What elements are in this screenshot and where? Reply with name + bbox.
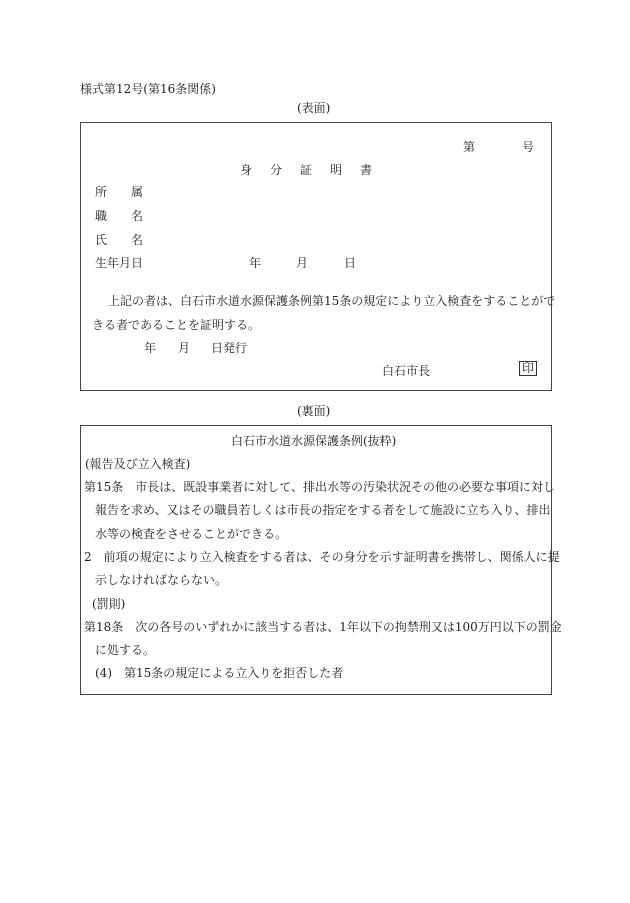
issue-year-unit: 年 <box>144 341 157 355</box>
field-position-label: 職 名 <box>95 209 144 223</box>
article15-line-1: 第15条 市長は、既設事業者に対して、排出水等の汚染状況その他の必要な事項に対し <box>84 480 556 494</box>
item-4: (4) 第15条の規定による立入りを拒否した者 <box>95 666 344 680</box>
card-title: 身 分 証 明 書 <box>240 163 376 177</box>
statement-line-1: 上記の者は、白石市水道水源保護条例第15条の規定により立入検査をすることがで <box>108 294 556 308</box>
heading-inspection: (報告及び立入検査) <box>85 457 191 471</box>
issue-month-unit: 月 <box>178 341 191 355</box>
ordinance-title: 白石市水道水源保護条例(抜粋) <box>231 434 397 448</box>
paragraph2-line-1: 2 前項の規定により立入検査をする者は、その身分を示す証明書を携帯し、関係人に提 <box>84 550 560 564</box>
issue-day-unit: 日発行 <box>211 341 248 355</box>
article15-line-3: 水等の検査をさせることができる。 <box>95 527 288 541</box>
article18-line-2: に処する。 <box>95 643 156 657</box>
heading-penalty: (罰則) <box>92 597 126 611</box>
back-side-label: (裏面) <box>297 404 331 418</box>
article18-line-1: 第18条 次の各号のいずれかに該当する者は、1年以下の拘禁刑又は100万円以下の罰金 <box>84 620 562 634</box>
issuer-name: 白石市長 <box>382 364 431 378</box>
form-number: 様式第12号(第16条関係) <box>80 82 216 96</box>
birth-year-unit: 年 <box>249 256 262 270</box>
seal-text: 印 <box>519 361 537 376</box>
field-affiliation-label: 所 属 <box>95 185 144 199</box>
birth-day-unit: 日 <box>344 256 357 270</box>
number-suffix: 号 <box>522 140 535 154</box>
field-birthdate-label: 生年月日 <box>95 256 144 270</box>
birth-month-unit: 月 <box>296 256 309 270</box>
article15-line-2: 報告を求め、又はその職員若しくは市長の指定をする者をして施設に立ち入り、排出 <box>95 503 551 517</box>
number-prefix: 第 <box>463 140 476 154</box>
front-side-label: (表面) <box>297 101 331 115</box>
paragraph2-line-2: 示しなければならない。 <box>95 573 228 587</box>
statement-line-2: きる者であることを証明する。 <box>92 318 261 332</box>
field-name-label: 氏 名 <box>95 233 144 247</box>
seal-mark <box>519 361 537 376</box>
